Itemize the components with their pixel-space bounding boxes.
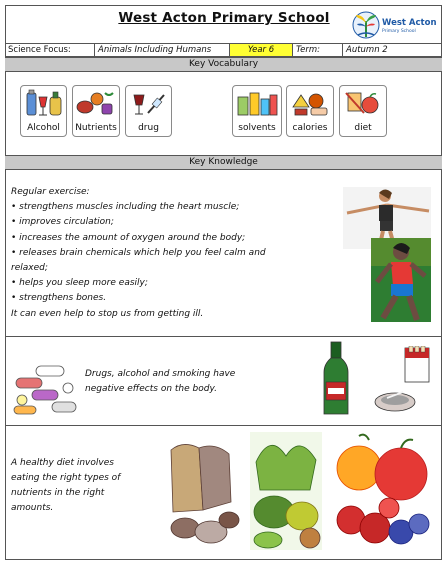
- bread-illustration: [163, 440, 241, 548]
- topic-value: Animals Including Humans: [95, 44, 230, 56]
- beer-bottle-illustration: [318, 340, 354, 418]
- exercise-text: [11, 185, 331, 322]
- alcohol-icon: [23, 89, 65, 119]
- nutrients-icon: [75, 89, 117, 119]
- exercise-bullet: • releases brain chemicals which help you feel calm and: [11, 247, 266, 258]
- vocab-label: diet: [354, 123, 372, 133]
- drug-icon: [128, 89, 170, 119]
- exercise-outro: It can even help to stop us from getting ill.: [11, 308, 204, 319]
- diet-line: A healthy diet involves: [11, 458, 114, 468]
- pills-illustration: [12, 358, 78, 418]
- diet-line: amounts.: [11, 503, 54, 513]
- key-vocabulary-header: Key Vocabulary: [5, 57, 442, 72]
- school-logo: [352, 9, 440, 43]
- drugs-text: [85, 367, 285, 397]
- vocab-label: drug: [138, 123, 159, 133]
- diet-icon: [342, 89, 384, 119]
- diet-text: [11, 456, 151, 516]
- exercise-intro: Regular exercise:: [11, 187, 90, 197]
- vocab-card-diet: [339, 85, 387, 137]
- exercise-bullet: • helps you sleep more easily;: [11, 278, 148, 289]
- exercise-bullet: • improves circulation;: [11, 217, 114, 228]
- drugs-line: Drugs, alcohol and smoking have: [85, 369, 236, 379]
- section-divider: [5, 425, 442, 426]
- calories-icon: [289, 89, 331, 119]
- info-row: [5, 43, 442, 57]
- vocab-label: solvents: [238, 123, 276, 133]
- exercise-bullet: relaxed;: [11, 263, 48, 274]
- exercise-bullet: • strengthens bones.: [11, 293, 107, 304]
- vocab-label: calories: [292, 123, 328, 133]
- term-label: Term:: [293, 44, 343, 56]
- section-divider: [5, 336, 442, 337]
- vegetables-illustration: [250, 432, 322, 550]
- logo-icon: [352, 9, 382, 43]
- vocab-label: Nutrients: [75, 123, 117, 133]
- fruit-illustration: [329, 432, 431, 550]
- drugs-line: negative effects on the body.: [85, 384, 217, 394]
- science-focus-label: Science Focus:: [5, 44, 95, 56]
- key-knowledge-header: Key Knowledge: [5, 155, 442, 170]
- school-title: West Acton Primary School: [118, 10, 330, 26]
- logo-text: West Acton: [382, 18, 437, 28]
- logo-subtext: Primary School: [382, 29, 416, 34]
- vocab-card-nutrients: [72, 85, 120, 137]
- year-value: Year 6: [230, 44, 293, 56]
- diet-line: nutrients in the right: [11, 488, 105, 498]
- cigarettes-ashtray-illustration: [373, 346, 433, 416]
- vocab-card-drug: [125, 85, 172, 137]
- exercise-bullet: • increases the amount of oxygen around the body;: [11, 232, 246, 243]
- term-value: Autumn 2: [346, 45, 388, 55]
- vocab-card-calories: [286, 85, 334, 137]
- runner-illustration: [371, 238, 431, 322]
- vocab-card-alcohol: [20, 85, 67, 137]
- solvents-icon: [235, 89, 279, 119]
- diet-line: eating the right types of: [11, 473, 121, 483]
- vocab-card-solvents: [232, 85, 282, 137]
- exercise-bullet: • strengthens muscles including the heart muscle;: [11, 202, 240, 213]
- vocab-label: Alcohol: [27, 123, 60, 133]
